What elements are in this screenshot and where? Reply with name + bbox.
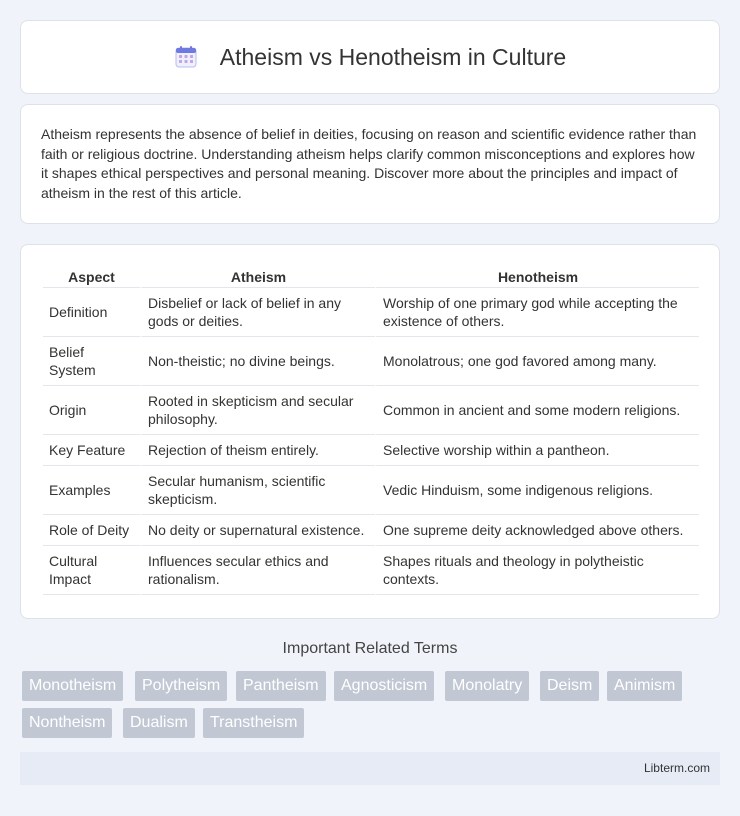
tag-pantheism[interactable]: Pantheism bbox=[236, 671, 326, 701]
table-cell: Examples bbox=[43, 466, 140, 515]
table-header-row bbox=[43, 265, 699, 288]
table-row bbox=[43, 288, 699, 337]
table-cell: Belief System bbox=[43, 337, 140, 386]
page-title: Atheism vs Henotheism in Culture bbox=[219, 43, 567, 70]
footer-site-link[interactable]: Libterm.com bbox=[643, 761, 710, 775]
table-cell: Shapes rituals and theology in polytheistic contexts. bbox=[375, 546, 699, 595]
comparison-table-card bbox=[20, 244, 720, 619]
footer bbox=[20, 752, 720, 785]
header-atheism: Atheism bbox=[140, 265, 375, 288]
table-cell: Origin bbox=[43, 386, 140, 435]
related-terms-title: Important Related Terms bbox=[282, 640, 458, 657]
tag-monotheism[interactable]: Monotheism bbox=[22, 671, 123, 701]
table-cell: Rooted in skepticism and secular philosophy. bbox=[140, 386, 375, 435]
tag-deism[interactable]: Deism bbox=[540, 671, 599, 701]
intro-card bbox=[20, 104, 720, 224]
tag-animism[interactable]: Animism bbox=[607, 671, 682, 701]
table-cell: Selective worship within a pantheon. bbox=[375, 435, 699, 466]
table-cell: No deity or supernatural existence. bbox=[140, 515, 375, 546]
table-cell: Cultural Impact bbox=[43, 546, 140, 595]
tag-nontheism[interactable]: Nontheism bbox=[22, 708, 112, 738]
table-cell: Vedic Hinduism, some indigenous religions. bbox=[375, 466, 699, 515]
header-card bbox=[20, 20, 720, 94]
comparison-table bbox=[43, 265, 699, 595]
tag-transtheism[interactable]: Transtheism bbox=[203, 708, 304, 738]
table-cell: Role of Deity bbox=[43, 515, 140, 546]
table-row bbox=[43, 515, 699, 546]
table-cell: Worship of one primary god while accepting the existence of others. bbox=[375, 288, 699, 337]
tag-polytheism[interactable]: Polytheism bbox=[135, 671, 227, 701]
table-cell: Monolatrous; one god favored among many. bbox=[375, 337, 699, 386]
table-cell: Influences secular ethics and rationalism. bbox=[140, 546, 375, 595]
table-row bbox=[43, 386, 699, 435]
table-cell: Secular humanism, scientific skepticism. bbox=[140, 466, 375, 515]
header-henotheism: Henotheism bbox=[375, 265, 699, 288]
table-row bbox=[43, 337, 699, 386]
table-cell: One supreme deity acknowledged above others. bbox=[375, 515, 699, 546]
table-row bbox=[43, 546, 699, 595]
tag-agnosticism[interactable]: Agnosticism bbox=[334, 671, 434, 701]
table-row bbox=[43, 466, 699, 515]
table-cell: Definition bbox=[43, 288, 140, 337]
table-cell: Common in ancient and some modern religions. bbox=[375, 386, 699, 435]
tag-monolatry[interactable]: Monolatry bbox=[445, 671, 529, 701]
table-cell: Disbelief or lack of belief in any gods or deities. bbox=[140, 288, 375, 337]
table-row bbox=[43, 435, 699, 466]
header-aspect: Aspect bbox=[43, 265, 140, 288]
calendar-icon bbox=[174, 45, 198, 69]
tag-dualism[interactable]: Dualism bbox=[123, 708, 195, 738]
table-cell: Rejection of theism entirely. bbox=[140, 435, 375, 466]
table-cell: Non-theistic; no divine beings. bbox=[140, 337, 375, 386]
table-cell: Key Feature bbox=[43, 435, 140, 466]
intro-text: Atheism represents the absence of belief in deities, focusing on reason and scientific evidence rather than faith or religious doctrine. Understanding atheism helps clarify common misconceptions and explores how it shapes ethical perspectives and personal meaning. Discover more about the principles and impact of atheism in the rest of this article. bbox=[41, 126, 697, 201]
